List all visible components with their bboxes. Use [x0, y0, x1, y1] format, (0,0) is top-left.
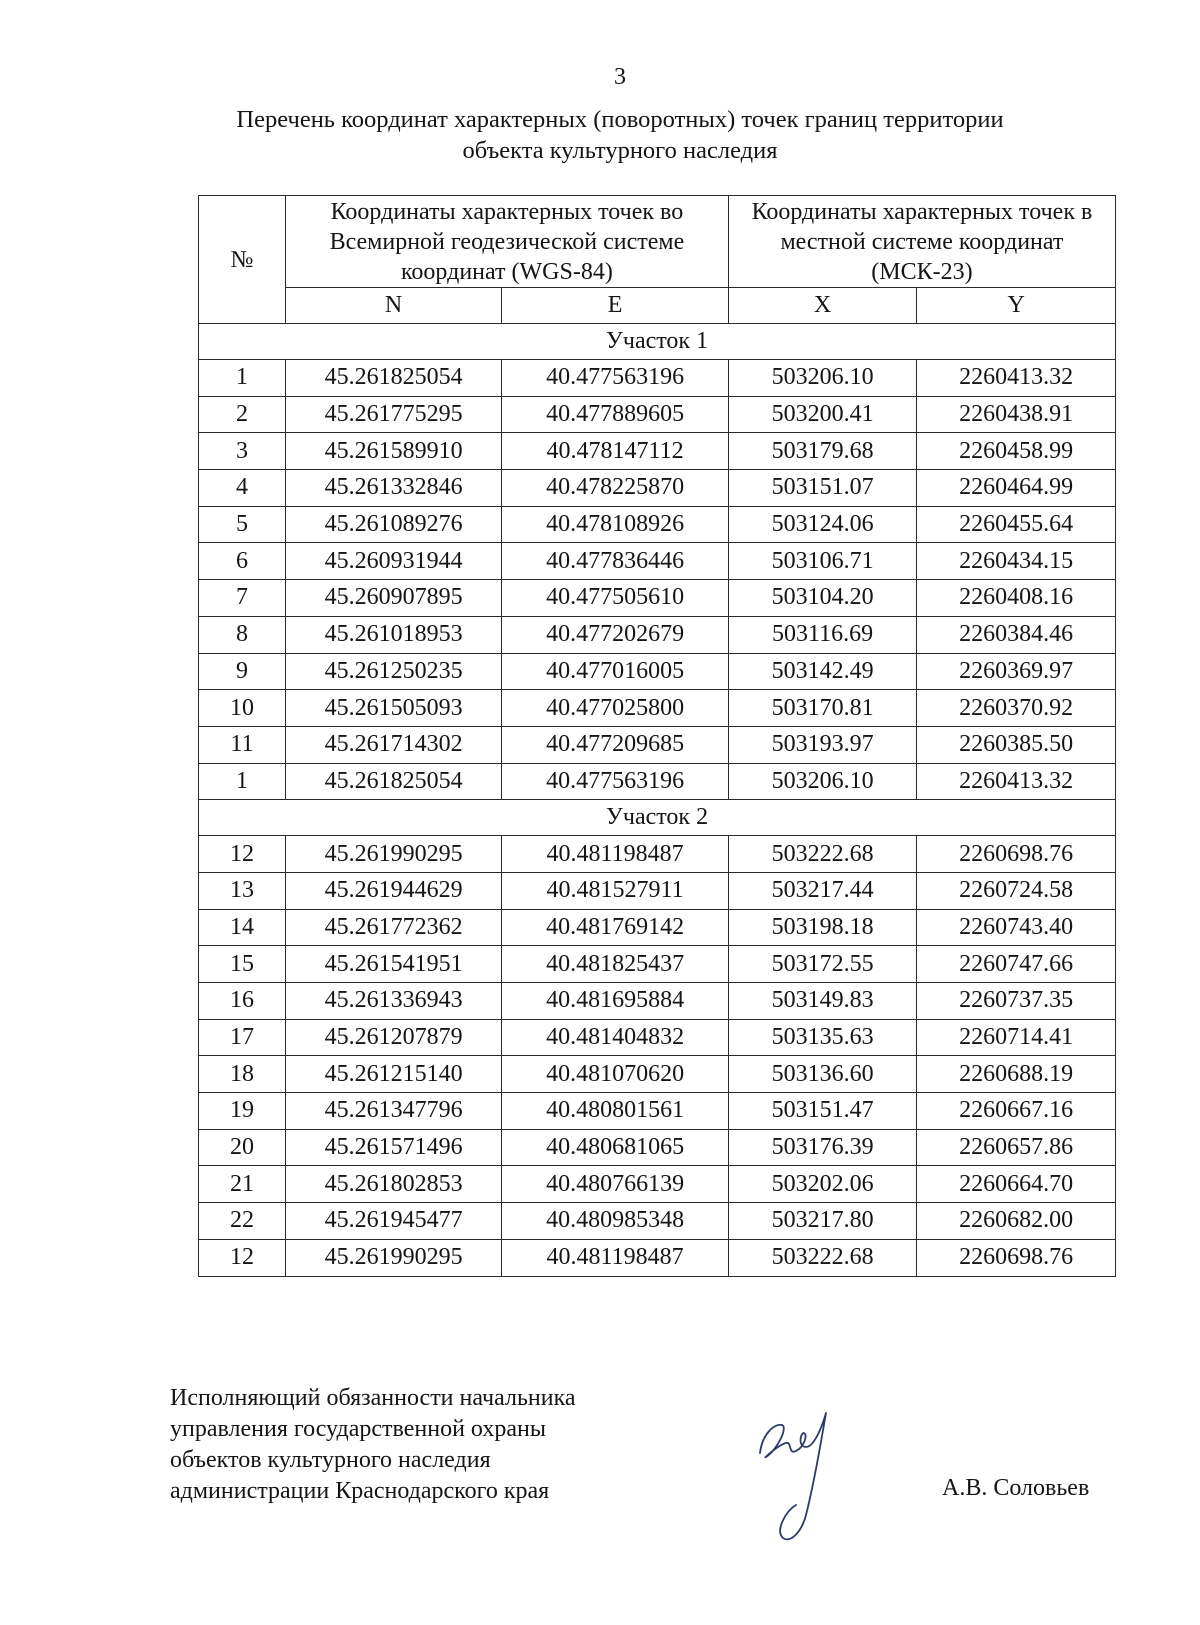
longitude-e-cell: 40.480985348 [502, 1203, 729, 1240]
msk-x-cell: 503151.07 [728, 470, 916, 507]
longitude-e-cell: 40.478147112 [502, 433, 729, 470]
column-header-n: N [285, 288, 501, 324]
section-row [199, 800, 1116, 836]
point-number-cell: 18 [199, 1056, 286, 1093]
signatory-position-line: управления государственной охраны [170, 1416, 546, 1442]
longitude-e-cell: 40.480801561 [502, 1093, 729, 1130]
point-number-cell: 8 [199, 616, 286, 653]
point-number-cell: 1 [199, 763, 286, 800]
point-number-cell: 11 [199, 726, 286, 763]
table-row [199, 1203, 1116, 1240]
msk-y-cell: 2260455.64 [917, 506, 1116, 543]
msk-x-cell: 503217.80 [728, 1203, 916, 1240]
point-number-cell: 2 [199, 396, 286, 433]
point-number-cell: 4 [199, 470, 286, 507]
table-row [199, 506, 1116, 543]
longitude-e-cell: 40.480766139 [502, 1166, 729, 1203]
msk-y-cell: 2260369.97 [917, 653, 1116, 690]
latitude-n-cell: 45.260931944 [285, 543, 501, 580]
msk-x-cell: 503222.68 [728, 836, 916, 873]
longitude-e-cell: 40.477505610 [502, 580, 729, 617]
longitude-e-cell: 40.480681065 [502, 1129, 729, 1166]
latitude-n-cell: 45.261207879 [285, 1019, 501, 1056]
signatory-position [170, 1383, 690, 1507]
point-number-cell: 22 [199, 1203, 286, 1240]
table-row [199, 470, 1116, 507]
latitude-n-cell: 45.261215140 [285, 1056, 501, 1093]
msk-y-cell: 2260698.76 [917, 1239, 1116, 1276]
table-row [199, 360, 1116, 397]
msk-x-cell: 503206.10 [728, 360, 916, 397]
point-number-cell: 20 [199, 1129, 286, 1166]
msk-x-cell: 503142.49 [728, 653, 916, 690]
msk-x-cell: 503222.68 [728, 1239, 916, 1276]
point-number-cell: 1 [199, 360, 286, 397]
point-number-cell: 14 [199, 909, 286, 946]
table-row [199, 763, 1116, 800]
msk-x-cell: 503151.47 [728, 1093, 916, 1130]
point-number-cell: 16 [199, 983, 286, 1020]
latitude-n-cell: 45.261825054 [285, 360, 501, 397]
table-row [199, 396, 1116, 433]
latitude-n-cell: 45.261945477 [285, 1203, 501, 1240]
handwritten-signature [752, 1405, 842, 1555]
msk-y-cell: 2260737.35 [917, 983, 1116, 1020]
longitude-e-cell: 40.477025800 [502, 690, 729, 727]
msk-x-cell: 503202.06 [728, 1166, 916, 1203]
latitude-n-cell: 45.261336943 [285, 983, 501, 1020]
table-row [199, 543, 1116, 580]
point-number-cell: 7 [199, 580, 286, 617]
signer-name: А.В. Соловьев [942, 1475, 1090, 1501]
table-row [199, 1019, 1116, 1056]
latitude-n-cell: 45.261772362 [285, 909, 501, 946]
msk-x-cell: 503206.10 [728, 763, 916, 800]
signatory-position-line: объектов культурного наследия [170, 1447, 491, 1473]
msk-x-cell: 503193.97 [728, 726, 916, 763]
msk-x-cell: 503116.69 [728, 616, 916, 653]
table-row [199, 909, 1116, 946]
point-number-cell: 21 [199, 1166, 286, 1203]
table-row [199, 1166, 1116, 1203]
longitude-e-cell: 40.477202679 [502, 616, 729, 653]
msk-y-cell: 2260688.19 [917, 1056, 1116, 1093]
longitude-e-cell: 40.478225870 [502, 470, 729, 507]
latitude-n-cell: 45.261250235 [285, 653, 501, 690]
point-number-cell: 5 [199, 506, 286, 543]
table-row [199, 946, 1116, 983]
latitude-n-cell: 45.261990295 [285, 836, 501, 873]
point-number-cell: 17 [199, 1019, 286, 1056]
msk-x-cell: 503170.81 [728, 690, 916, 727]
longitude-e-cell: 40.481198487 [502, 1239, 729, 1276]
point-number-cell: 9 [199, 653, 286, 690]
column-group-msk23: Координаты характерных точек в местной системе координат (МСК-23) [728, 196, 1115, 288]
msk-x-cell: 503124.06 [728, 506, 916, 543]
longitude-e-cell: 40.481527911 [502, 872, 729, 909]
section-row [199, 324, 1116, 360]
table-row [199, 1239, 1116, 1276]
msk-y-cell: 2260413.32 [917, 763, 1116, 800]
latitude-n-cell: 45.261714302 [285, 726, 501, 763]
latitude-n-cell: 45.261944629 [285, 872, 501, 909]
table-body [199, 324, 1116, 1277]
table-row [199, 580, 1116, 617]
latitude-n-cell: 45.261505093 [285, 690, 501, 727]
latitude-n-cell: 45.261089276 [285, 506, 501, 543]
latitude-n-cell: 45.261541951 [285, 946, 501, 983]
msk-x-cell: 503176.39 [728, 1129, 916, 1166]
longitude-e-cell: 40.481769142 [502, 909, 729, 946]
msk-y-cell: 2260434.15 [917, 543, 1116, 580]
document-title-line: объекта культурного наследия [462, 137, 778, 164]
column-header-y: Y [917, 288, 1116, 324]
longitude-e-cell: 40.477563196 [502, 763, 729, 800]
latitude-n-cell: 45.261589910 [285, 433, 501, 470]
msk-x-cell: 503136.60 [728, 1056, 916, 1093]
msk-y-cell: 2260385.50 [917, 726, 1116, 763]
longitude-e-cell: 40.481404832 [502, 1019, 729, 1056]
latitude-n-cell: 45.261571496 [285, 1129, 501, 1166]
msk-y-cell: 2260714.41 [917, 1019, 1116, 1056]
point-number-cell: 19 [199, 1093, 286, 1130]
msk-y-cell: 2260464.99 [917, 470, 1116, 507]
latitude-n-cell: 45.261347796 [285, 1093, 501, 1130]
column-header-e: E [502, 288, 729, 324]
column-header-x: X [728, 288, 916, 324]
table-row [199, 872, 1116, 909]
table-row [199, 1093, 1116, 1130]
msk-y-cell: 2260413.32 [917, 360, 1116, 397]
table-header [199, 196, 1116, 324]
msk-y-cell: 2260657.86 [917, 1129, 1116, 1166]
page-number: 3 [614, 64, 626, 90]
msk-y-cell: 2260458.99 [917, 433, 1116, 470]
table-row [199, 690, 1116, 727]
latitude-n-cell: 45.261802853 [285, 1166, 501, 1203]
point-number-cell: 6 [199, 543, 286, 580]
msk-y-cell: 2260664.70 [917, 1166, 1116, 1203]
longitude-e-cell: 40.481070620 [502, 1056, 729, 1093]
longitude-e-cell: 40.477889605 [502, 396, 729, 433]
document-title-line: Перечень координат характерных (поворотных) точек границ территории [236, 106, 1004, 133]
latitude-n-cell: 45.261990295 [285, 1239, 501, 1276]
table-row [199, 983, 1116, 1020]
latitude-n-cell: 45.261775295 [285, 396, 501, 433]
longitude-e-cell: 40.477016005 [502, 653, 729, 690]
msk-y-cell: 2260682.00 [917, 1203, 1116, 1240]
msk-y-cell: 2260724.58 [917, 872, 1116, 909]
column-header-number: № [199, 196, 286, 324]
msk-x-cell: 503149.83 [728, 983, 916, 1020]
msk-x-cell: 503198.18 [728, 909, 916, 946]
table-row [199, 836, 1116, 873]
msk-y-cell: 2260384.46 [917, 616, 1116, 653]
msk-y-cell: 2260408.16 [917, 580, 1116, 617]
longitude-e-cell: 40.477209685 [502, 726, 729, 763]
table-row [199, 1129, 1116, 1166]
point-number-cell: 12 [199, 1239, 286, 1276]
point-number-cell: 12 [199, 836, 286, 873]
msk-y-cell: 2260667.16 [917, 1093, 1116, 1130]
table-row [199, 726, 1116, 763]
section-label: Участок 1 [199, 324, 1116, 360]
table-row [199, 616, 1116, 653]
latitude-n-cell: 45.261018953 [285, 616, 501, 653]
document-title [160, 104, 1080, 166]
msk-x-cell: 503217.44 [728, 872, 916, 909]
msk-x-cell: 503200.41 [728, 396, 916, 433]
msk-y-cell: 2260370.92 [917, 690, 1116, 727]
point-number-cell: 13 [199, 872, 286, 909]
table-row [199, 653, 1116, 690]
msk-y-cell: 2260438.91 [917, 396, 1116, 433]
longitude-e-cell: 40.477836446 [502, 543, 729, 580]
msk-x-cell: 503135.63 [728, 1019, 916, 1056]
point-number-cell: 10 [199, 690, 286, 727]
latitude-n-cell: 45.260907895 [285, 580, 501, 617]
longitude-e-cell: 40.478108926 [502, 506, 729, 543]
latitude-n-cell: 45.261332846 [285, 470, 501, 507]
signatory-position-line: администрации Краснодарского края [170, 1478, 550, 1504]
table-row [199, 433, 1116, 470]
point-number-cell: 15 [199, 946, 286, 983]
msk-x-cell: 503104.20 [728, 580, 916, 617]
longitude-e-cell: 40.481695884 [502, 983, 729, 1020]
longitude-e-cell: 40.481825437 [502, 946, 729, 983]
msk-y-cell: 2260743.40 [917, 909, 1116, 946]
msk-y-cell: 2260698.76 [917, 836, 1116, 873]
msk-x-cell: 503172.55 [728, 946, 916, 983]
msk-x-cell: 503179.68 [728, 433, 916, 470]
coordinates-table [198, 195, 1116, 1277]
msk-y-cell: 2260747.66 [917, 946, 1116, 983]
table-row [199, 1056, 1116, 1093]
msk-x-cell: 503106.71 [728, 543, 916, 580]
section-label: Участок 2 [199, 800, 1116, 836]
point-number-cell: 3 [199, 433, 286, 470]
longitude-e-cell: 40.477563196 [502, 360, 729, 397]
column-group-wgs84: Координаты характерных точек во Всемирной геодезической системе координат (WGS-84) [285, 196, 728, 288]
longitude-e-cell: 40.481198487 [502, 836, 729, 873]
latitude-n-cell: 45.261825054 [285, 763, 501, 800]
signatory-position-line: Исполняющий обязанности начальника [170, 1385, 576, 1411]
